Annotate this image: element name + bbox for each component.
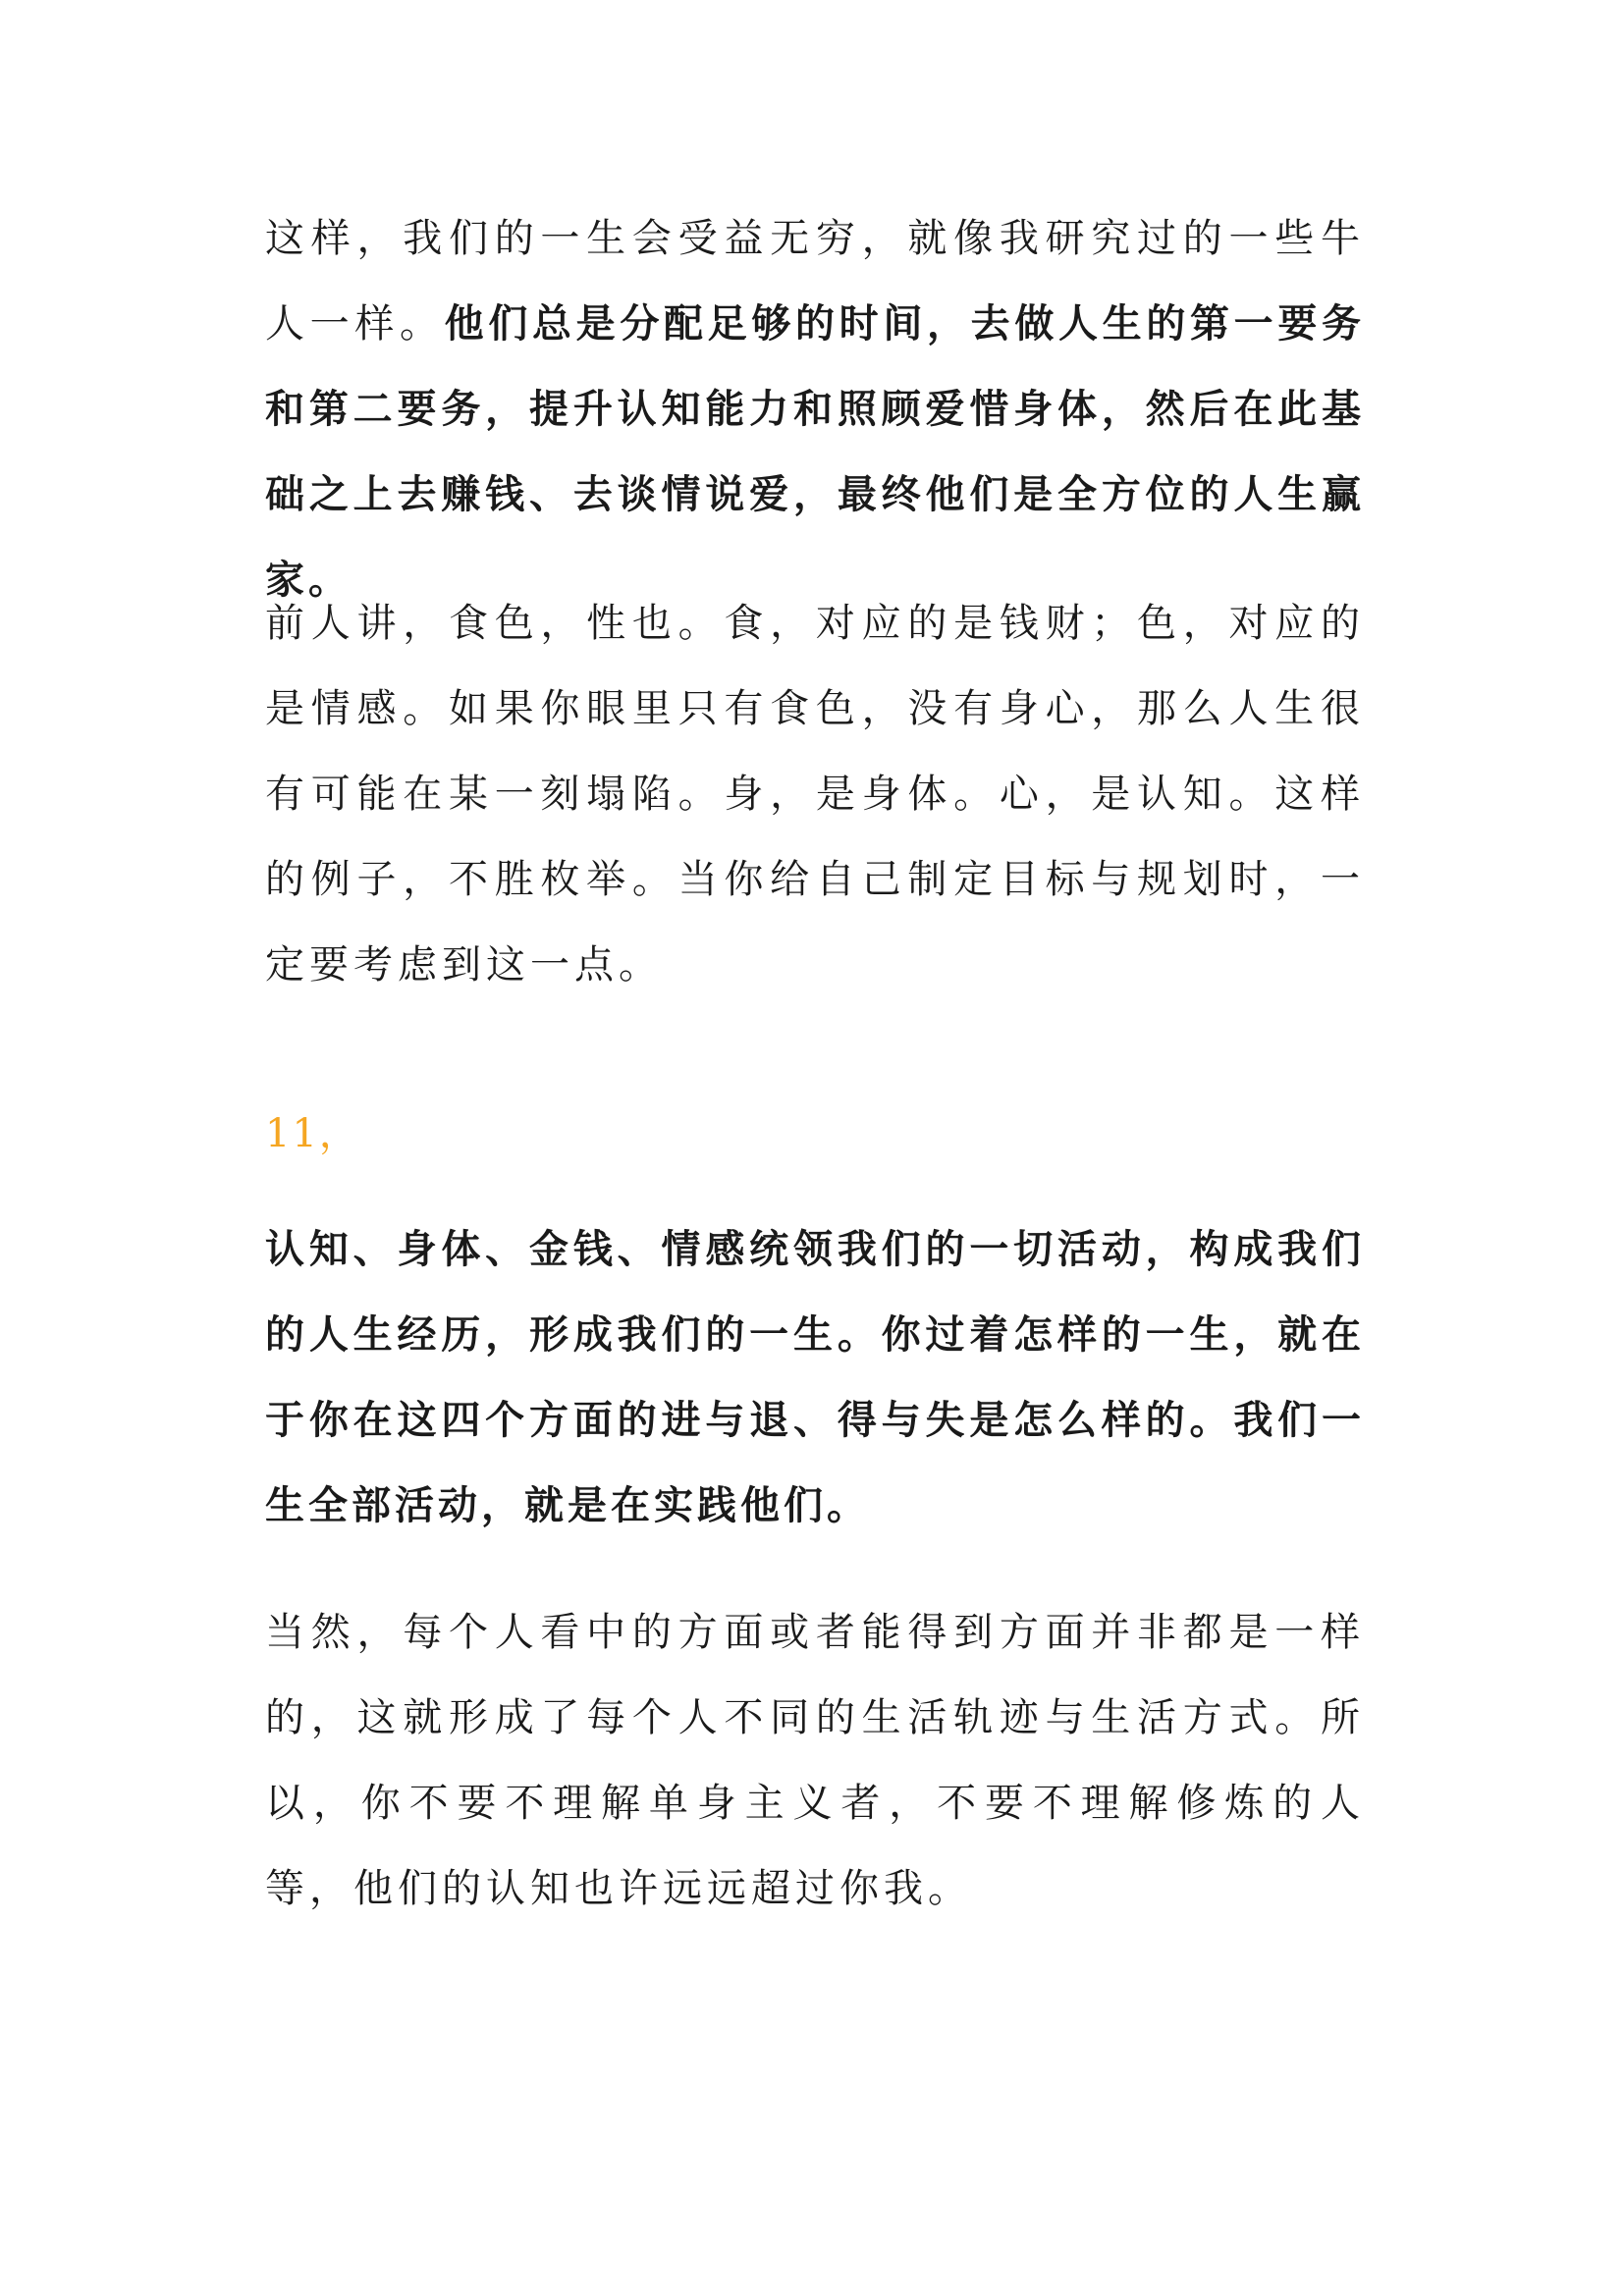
- section-number: 11，: [265, 1111, 360, 1156]
- paragraph-3: 认知、身体、金钱、情感统领我们的一切活动，构成我们的人生经历，形成我们的一生。你过着怎样的一生，就在于你在这四个方面的进与退、得与失是怎么样的。我们一生全部活动，就是在实践他们。: [265, 1227, 1365, 1528]
- paragraph-1: [265, 196, 1365, 623]
- paragraph-1-normal-text: 这样，我们的一生会受益无穷，就像我研究过的一些牛人一样。: [265, 216, 1365, 347]
- paragraph-2: 前人讲，食色，性也。食，对应的是钱财；色，对应的是情感。如果你眼里只有食色，没有身心，那么人生很有可能在某一刻塌陷。身，是身体。心，是认知。这样的例子，不胜枚举。当你给自己制定目标与规划时，一定要考虑到这一点。: [265, 601, 1365, 988]
- paragraph-1-bold-text: 他们总是分配足够的时间，去做人生的第一要务和第二要务，提升认知能力和照顾爱惜身体，然后在此基础之上去赚钱、去谈情说爱，最终他们是全方位的人生赢家。: [265, 301, 1366, 603]
- paragraph-4: 当然，每个人看中的方面或者能得到方面并非都是一样的，这就形成了每个人不同的生活轨迹与生活方式。所以，你不要不理解单身主义者，不要不理解修炼的人等，他们的认知也许远远超过你我。: [265, 1610, 1365, 1911]
